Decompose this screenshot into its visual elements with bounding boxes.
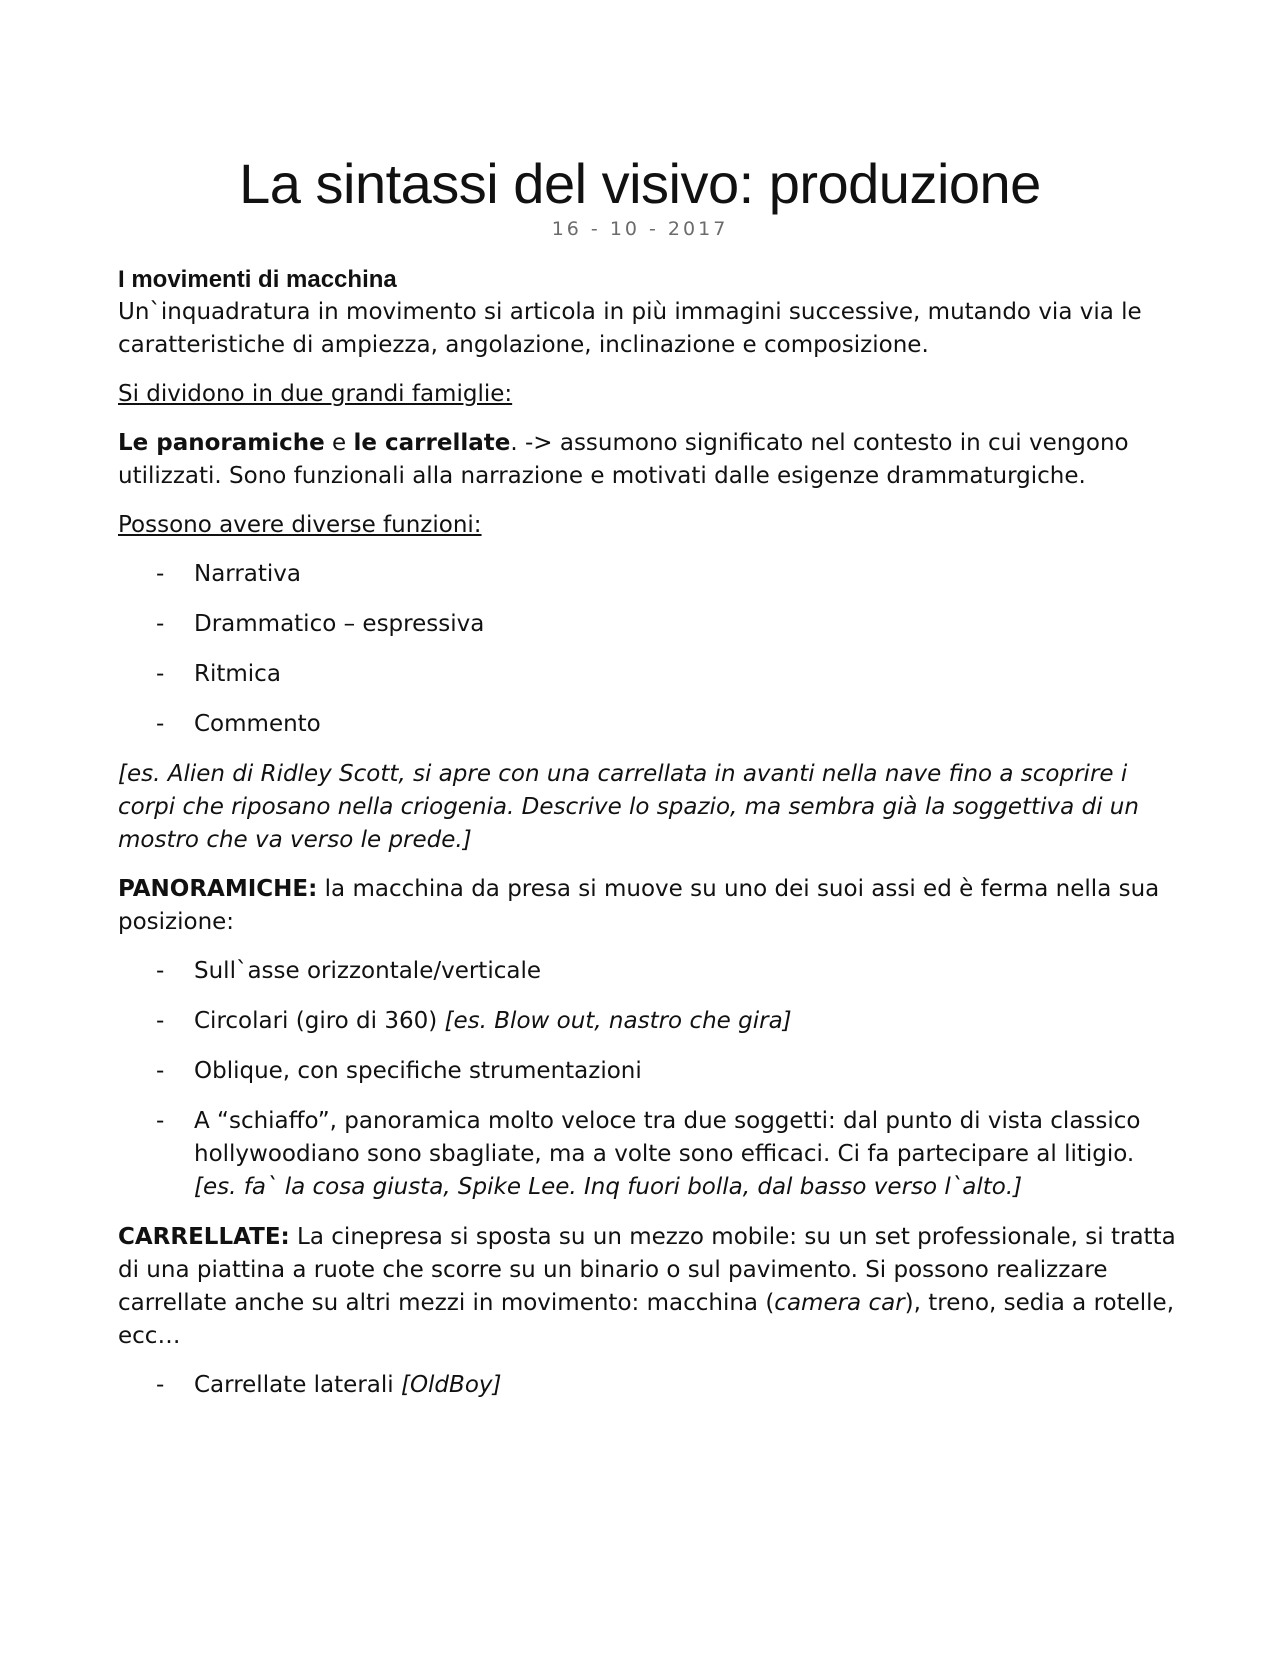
- list-item-text: Oblique, con specifiche strumentazioni: [194, 1058, 642, 1084]
- document-date: 16 - 10 - 2017: [551, 218, 729, 240]
- list-item-example: [es. Blow out, nastro che gira]: [444, 1008, 792, 1034]
- example-alien: [es. Alien di Ridley Scott, si apre con una carrellata in avanti nella nave fino a scoprire i corpi che riposano nella criogenia. Descrive lo spazio, ma sembra già la soggettiva di un mostro che va verso le prede.]: [118, 761, 1139, 853]
- carrellate-label: CARRELLATE:: [118, 1224, 290, 1250]
- section-heading: I movimenti di macchina: [118, 266, 397, 293]
- list-item-text: Carrellate laterali: [194, 1372, 401, 1398]
- page-title: La sintassi del visivo: produzione: [239, 152, 1041, 215]
- list-item: - Drammatico – espressiva: [118, 608, 1178, 641]
- list-item-text: Circolari (giro di 360): [194, 1008, 445, 1034]
- list-item-text: Sull`asse orizzontale/verticale: [194, 958, 541, 984]
- carrellate-italic: camera car: [774, 1290, 905, 1316]
- carrellate-text-2: ), treno, sedia a rotelle, ecc…: [118, 1290, 1175, 1349]
- panoramiche-paragraph: [118, 873, 1178, 939]
- panoramiche-list: [118, 955, 1178, 1204]
- list-item: [118, 1105, 1178, 1204]
- document-body: [118, 264, 1178, 1419]
- list-item: - Commento: [118, 708, 1178, 741]
- panoramiche-text: la macchina da presa si muove su uno dei suoi assi ed è ferma nella sua posizione:: [118, 876, 1160, 935]
- carrellate-text-1: La cinepresa si sposta su un mezzo mobile: su un set professionale, si tratta di una piattina a ruote che scorre su un binario o sul pavimento. Si possono realizzare carrellate anche su altri mezzi in movimento: macchina (: [118, 1224, 1176, 1316]
- families-paragraph: [118, 427, 1178, 493]
- list-item-text: A “schiaffo”, panoramica molto veloce tra due soggetti: dal punto di vista classico hollywoodiano sono sbagliate, ma a volte sono efficaci. Ci fa partecipare al litigio.: [194, 1108, 1141, 1167]
- functions-heading: Possono avere diverse funzioni:: [118, 512, 482, 538]
- list-item-example: [OldBoy]: [400, 1372, 502, 1398]
- list-item: [118, 1005, 1178, 1038]
- functions-list: [118, 558, 1178, 741]
- families-bold-panoramiche: Le panoramiche: [118, 430, 325, 456]
- families-bold-carrellate: le carrellate: [353, 430, 511, 456]
- panoramiche-label: PANORAMICHE:: [118, 876, 318, 902]
- carrellate-paragraph: [118, 1221, 1178, 1353]
- list-item: [118, 955, 1178, 988]
- families-heading: Si dividono in due grandi famiglie:: [118, 381, 513, 407]
- intro-paragraph: Un`inquadratura in movimento si articola in più immagini successive, mutando via via le caratteristiche di ampiezza, angolazione, inclinazione e composizione.: [118, 299, 1142, 358]
- list-item: - Narrativa: [118, 558, 1178, 591]
- list-item-example: [es. fa` la cosa giusta, Spike Lee. Inq fuori bolla, dal basso verso l`alto.]: [194, 1174, 1023, 1200]
- list-item: [118, 1369, 1178, 1402]
- carrellate-list: [118, 1369, 1178, 1402]
- list-item: - Ritmica: [118, 658, 1178, 691]
- families-rest: . -> assumono significato nel contesto in cui vengono utilizzati. Sono funzionali alla narrazione e motivati dalle esigenze drammaturgiche.: [118, 430, 1129, 489]
- families-connector: e: [324, 430, 354, 456]
- list-item: [118, 1055, 1178, 1088]
